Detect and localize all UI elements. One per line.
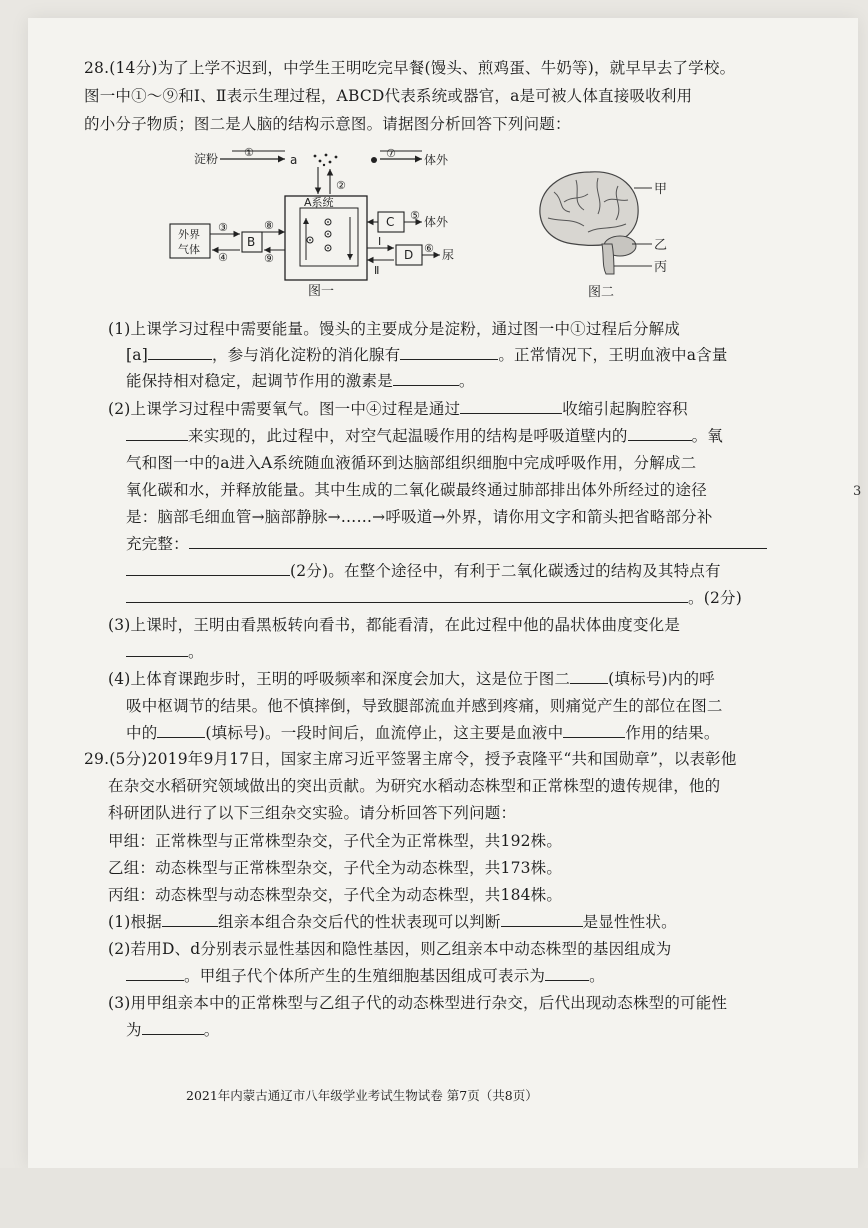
figure-1-digestive-diagram <box>160 142 490 300</box>
q28-p2-text-1b: 收缩引起胸腔容积 <box>562 400 688 418</box>
answer-blank[interactable] <box>126 641 188 657</box>
q28-p2-line-1 <box>108 398 688 420</box>
answer-blank[interactable] <box>501 911 583 927</box>
q29-p2-line-1: (2)若用D、d分别表示显性基因和隐性基因，则乙组亲本中动态株型的基因组成为 <box>108 940 672 958</box>
q29-group-jia: 甲组：正常株型与正常株型杂交，子代全为正常株型，共192株。 <box>108 832 563 850</box>
fig2-label-yi: 乙 <box>654 238 668 253</box>
fig2-cerebrum <box>540 172 638 245</box>
q28-p1-text-c: 。正常情况下，王明血液中a含量 <box>498 346 728 364</box>
q29-p3-line-2 <box>126 1019 219 1041</box>
q29-group-bing: 丙组：动态株型与动态株型杂交，子代全为动态株型，共184株。 <box>108 886 563 904</box>
fig1-cells <box>307 219 331 251</box>
fig1-dot <box>371 157 377 163</box>
q28-p2-line-7 <box>126 560 721 582</box>
answer-blank[interactable] <box>189 533 767 549</box>
fig1-a-label: a <box>290 153 298 167</box>
fig1-a-system-label: A系统 <box>304 196 334 209</box>
fig1-starch-label: 淀粉 <box>194 152 219 166</box>
q28-p1-text-3a: 能保持相对稳定，起调节作用的激素是 <box>126 372 393 390</box>
fig1-c-label: C <box>386 215 395 229</box>
q28-p3-text-2: 。 <box>188 643 204 661</box>
q28-p2-line-6 <box>126 533 767 555</box>
q28-intro-line-3: 的小分子物质；图二是人脑的结构示意图。请据图分析回答下列问题： <box>84 115 571 133</box>
q28-p3-line-1: (3)上课时，王明由看黑板转向看书，都能看清，在此过程中他的晶状体曲度变化是 <box>108 616 681 634</box>
answer-blank[interactable] <box>157 722 205 738</box>
fig2-label-jia: 甲 <box>654 182 668 197</box>
answer-prefix-a: [a] <box>126 346 148 364</box>
margin-number: 3 <box>853 484 862 499</box>
fig1-urine: 尿 <box>442 248 455 262</box>
answer-blank[interactable] <box>563 722 625 738</box>
q28-p2-line-4: 氧化碳和水，并释放能量。其中生成的二氧化碳最终通过肺部排出体外所经过的途径 <box>126 481 707 499</box>
q29-p1-text-b: 组亲本组合杂交后代的性状表现可以判断 <box>217 913 501 931</box>
q29-p1-text-c: 是显性性状。 <box>582 913 677 931</box>
q28-p2-text-6: 充完整： <box>126 535 189 553</box>
fig1-process-roman-2: Ⅱ <box>374 264 380 277</box>
fig1-particles <box>314 154 338 167</box>
q28-p1-text-b: ，参与消化淀粉的消化腺有 <box>211 346 401 364</box>
answer-blank[interactable] <box>545 965 589 981</box>
fig1-caption: 图一 <box>308 284 335 299</box>
q28-p4-text-1a: (4)上体育课跑步时，王明的呼吸频率和深度会加大，这是位于图二 <box>108 670 571 688</box>
answer-blank[interactable] <box>460 398 562 414</box>
q29-line-1: 29.(5分)2019年9月17日，国家主席习近平签署主席令，授予袁隆平“共和国勋章”，以表彰他 <box>84 750 737 768</box>
fig1-process-2: ② <box>336 179 346 192</box>
q28-header: 28.(14分)为了上学不迟到，中学生王明吃完早餐(馒头、煎鸡蛋、牛奶等)，就早早去了学校。 <box>84 59 736 77</box>
q28-p1-line-3 <box>126 370 475 392</box>
q28-p4-line-1 <box>108 668 715 690</box>
q28-intro-line-2: 图一中①～⑨和Ⅰ、Ⅱ表示生理过程，ABCD代表系统或器官，a是可被人体直接吸收利用 <box>84 87 693 105</box>
fig1-process-3: ③ <box>218 221 228 234</box>
q28-p4-line-3 <box>126 722 720 744</box>
q29-p3-line-1: (3)用甲组亲本中的正常株型与乙组子代的动态株型进行杂交，后代出现动态株型的可能性 <box>108 994 728 1012</box>
answer-blank[interactable] <box>148 344 212 360</box>
answer-blank[interactable] <box>162 911 218 927</box>
q28-p2-text-7: (2分)。在整个途径中，有利于二氧化碳透过的结构及其特点有 <box>290 562 721 580</box>
fig2-label-bing: 丙 <box>654 260 668 275</box>
q29-p2-line-2 <box>126 965 605 987</box>
q28-p2-text-1a: (2)上课学习过程中需要氧气。图一中④过程是通过 <box>108 400 461 418</box>
q28-p2-line-2 <box>126 425 723 447</box>
answer-blank[interactable] <box>393 370 459 386</box>
q28-p1-line-1: (1)上课学习过程中需要能量。馒头的主要成分是淀粉，通过图一中①过程后分解成 <box>108 320 681 338</box>
answer-blank[interactable] <box>400 344 498 360</box>
answer-blank[interactable] <box>628 425 692 441</box>
scan-border <box>0 1168 868 1228</box>
q28-p2-text-2a: 来实现的，此过程中，对空气起温暖作用的结构是呼吸道壁内的 <box>188 427 628 445</box>
fig1-process-8: ⑧ <box>264 219 274 232</box>
q28-p1-text-3b: 。 <box>458 372 475 390</box>
q28-p4-text-3c: 作用的结果。 <box>625 724 720 742</box>
q29-p3-text-2b: 。 <box>203 1021 220 1039</box>
q28-p4-text-3a: 中的 <box>126 724 158 742</box>
q28-p2-text-8: 。(2分) <box>688 589 742 607</box>
fig1-process-7: ⑦ <box>386 147 396 160</box>
fig1-d-label: D <box>404 248 414 262</box>
q29-group-yi: 乙组：动态株型与正常株型杂交，子代全为动态株型，共173株。 <box>108 859 563 877</box>
q29-line-3: 科研团队进行了以下三组杂交实验。请分析回答下列问题： <box>108 804 517 822</box>
q28-p4-line-2: 吸中枢调节的结果。他不慎摔倒，导致腿部流血并感到疼痛，则痛觉产生的部位在图二 <box>126 697 723 715</box>
q28-p2-line-5: 是：脑部毛细血管→脑部静脉→……→呼吸道→外界，请你用文字和箭头把省略部分补 <box>126 508 713 526</box>
answer-blank[interactable] <box>142 1019 204 1035</box>
answer-blank[interactable] <box>126 560 290 576</box>
q28-p2-line-8 <box>126 587 742 609</box>
fig1-process-1: ① <box>244 146 254 159</box>
q28-p1-line-2 <box>126 344 728 366</box>
fig1-process-6: ⑥ <box>424 242 434 255</box>
q29-p1-line <box>108 911 677 933</box>
page-footer: 2021年内蒙古通辽市八年级学业考试生物试卷 第7页（共8页） <box>186 1088 538 1103</box>
q28-p2-line-3: 气和图一中的a进入A系统随血液循环到达脑部组织细胞中完成呼吸作用，分解成二 <box>126 454 697 472</box>
q29-p1-text-a: (1)根据 <box>108 913 162 931</box>
fig1-outside-c: 体外 <box>424 215 449 229</box>
q28-p3-line-2 <box>126 641 204 663</box>
fig1-process-4: ④ <box>218 251 228 264</box>
q28-p4-text-1b: (填标号)内的呼 <box>608 670 715 688</box>
q29-p3-text-2a: 为 <box>126 1021 142 1039</box>
fig2-caption: 图二 <box>588 285 615 300</box>
fig1-outside-air-1: 外界 <box>178 228 200 241</box>
figure-2-brain-diagram <box>528 162 678 302</box>
answer-blank[interactable] <box>126 587 688 603</box>
fig2-brainstem <box>602 244 614 274</box>
fig1-b-label: B <box>247 235 256 249</box>
fig1-outside-air-2: 气体 <box>178 243 200 256</box>
q28-p2-text-2b: 。氧 <box>691 427 724 445</box>
fig1-outside-top: 体外 <box>424 153 449 167</box>
q29-line-2: 在杂交水稻研究领域做出的突出贡献。为研究水稻动态株型和正常株型的遗传规律，他的 <box>108 777 721 795</box>
answer-blank[interactable] <box>126 965 184 981</box>
fig1-process-roman-1: Ⅰ <box>378 235 382 248</box>
fig1-process-9: ⑨ <box>264 252 274 265</box>
q28-p4-text-3b: (填标号)。一段时间后，血流停止，这主要是血液中 <box>205 724 564 742</box>
fig1-process-5: ⑤ <box>410 209 420 222</box>
answer-blank[interactable] <box>126 425 188 441</box>
q29-p2-text-2b: 。 <box>589 967 605 985</box>
answer-blank[interactable] <box>570 668 608 684</box>
q29-p2-text-2a: 。甲组子代个体所产生的生殖细胞基因组成可表示为 <box>184 967 546 985</box>
